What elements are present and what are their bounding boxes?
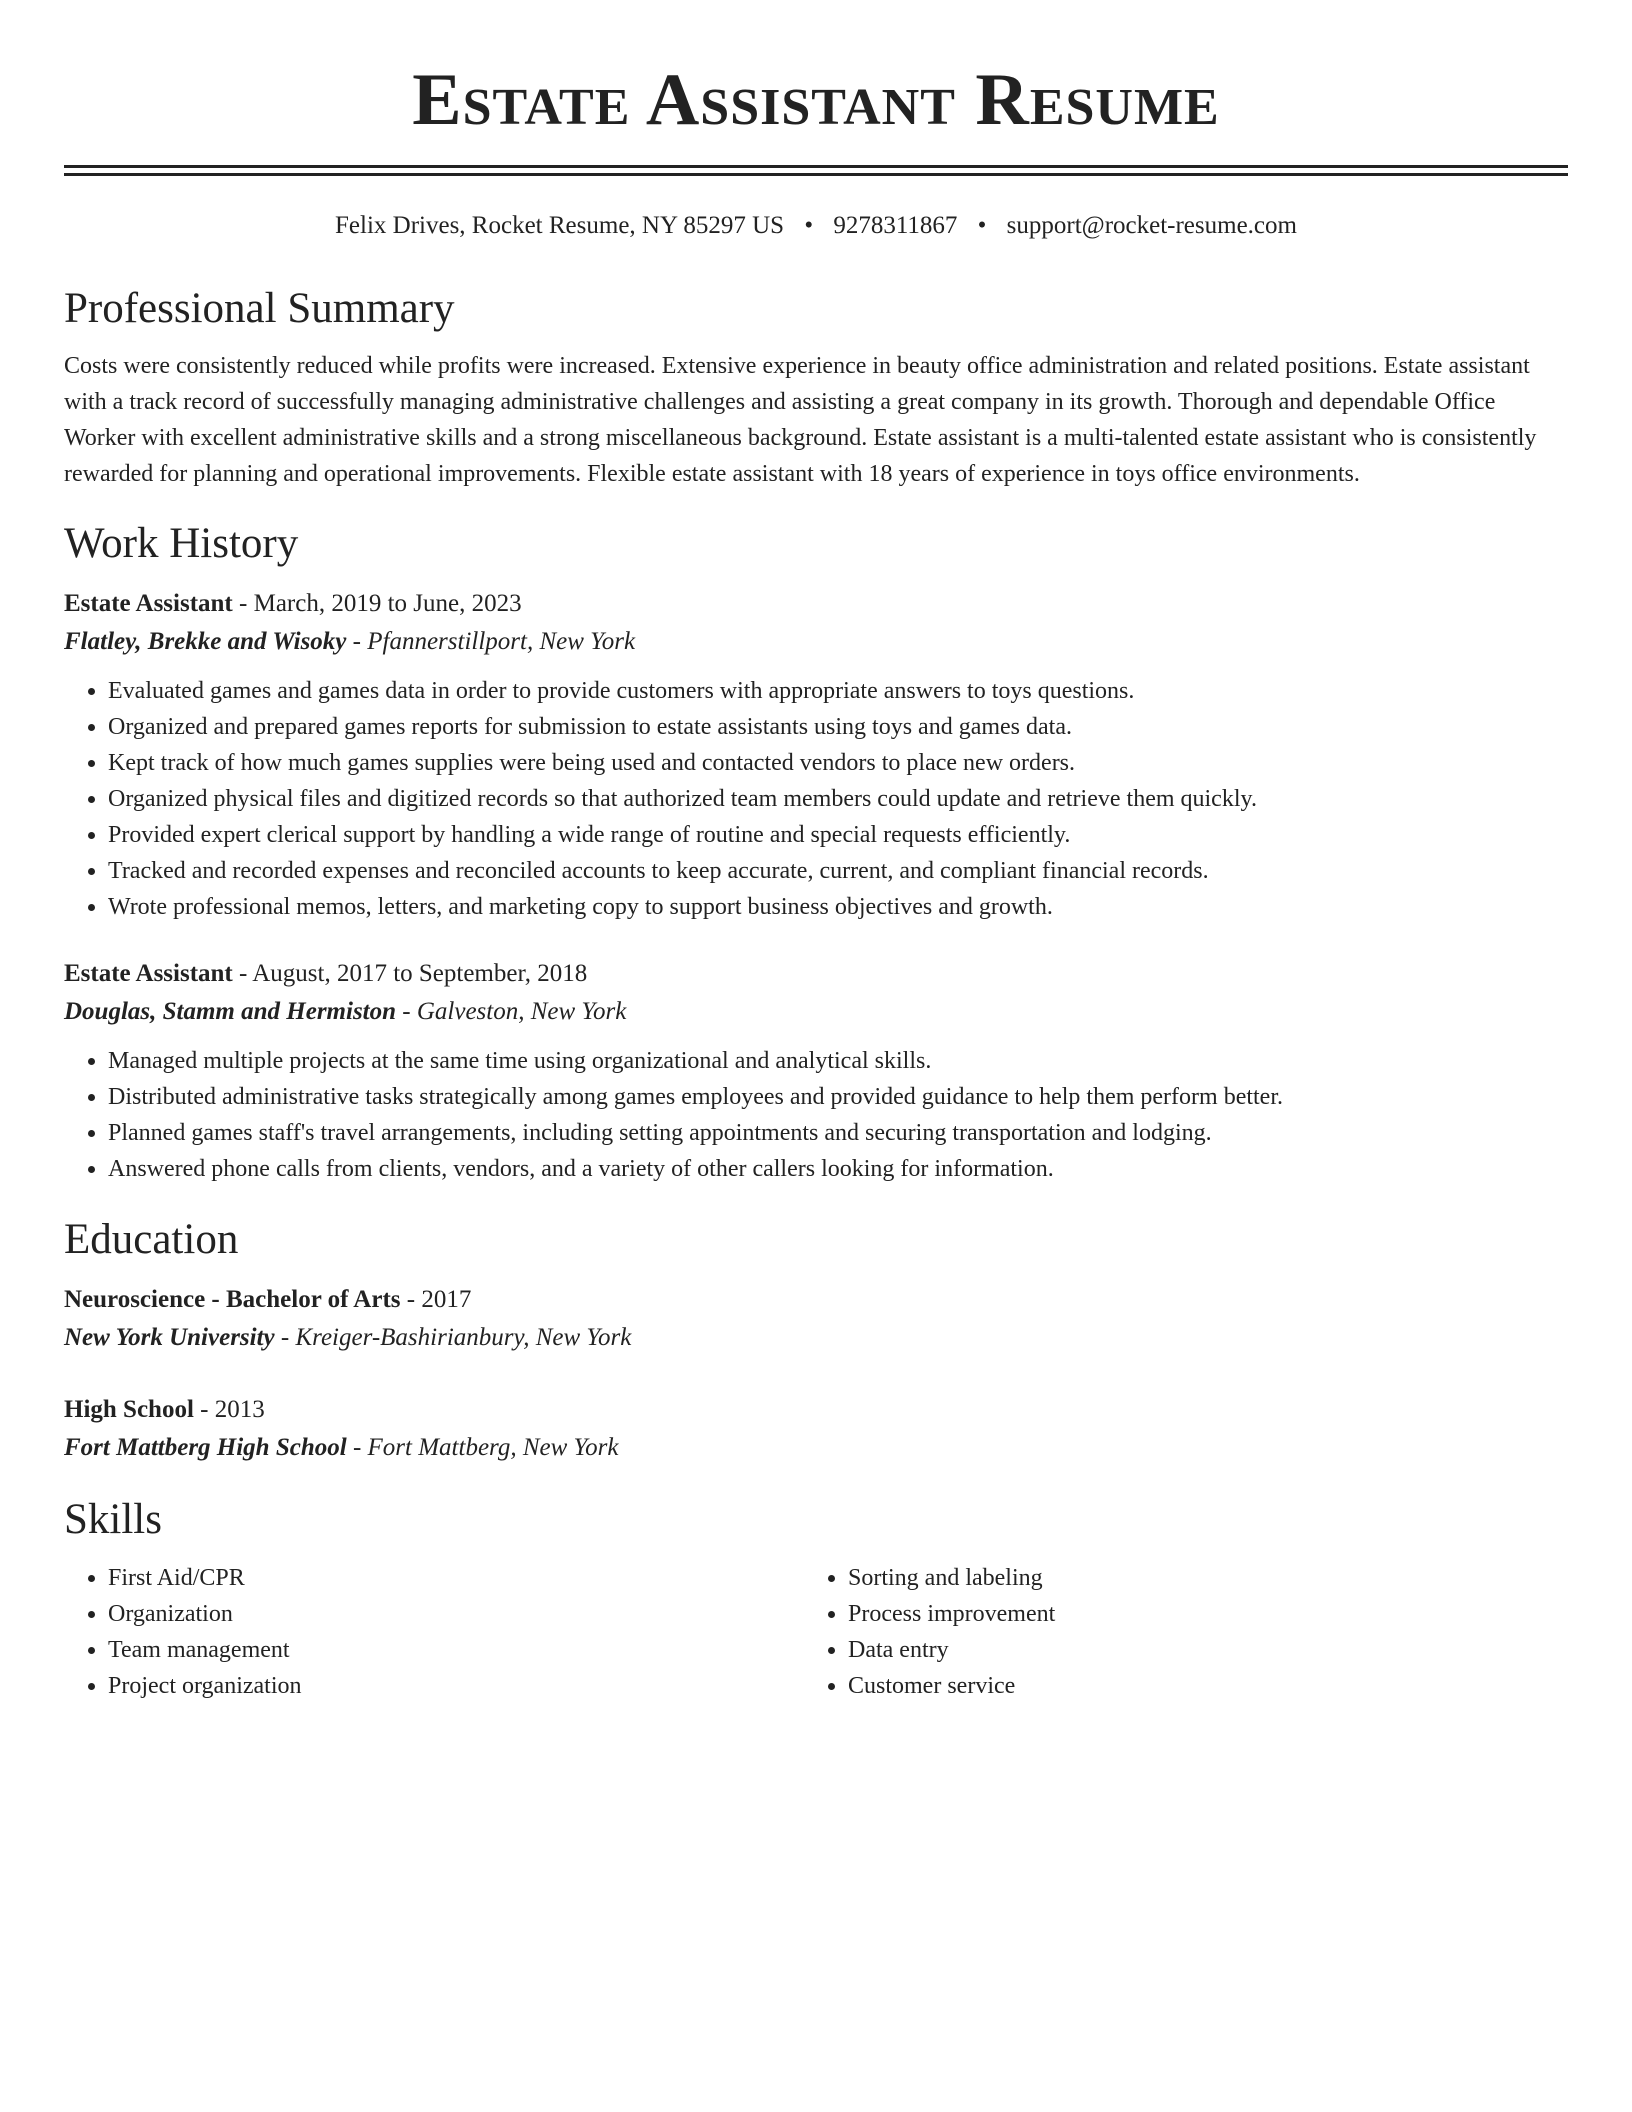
summary-text: Costs were consistently reduced while profits were increased. Extensive experience in beauty office administration and related positions. Estate assistant with a track record of successfully managing administrative challenges and assisting a great company in its growth. Thorough and dependable Office Worker with excellent administrative skills and a strong miscellaneous background. Estate assistant is a multi-talented estate assistant who is consistently rewarded for planning and operational improvements. Flexible estate assistant with 18 years of experience in toys office environments.: [64, 353, 1537, 487]
section-title-work-history: Work History: [64, 520, 299, 567]
section-title-summary: Professional Summary: [64, 285, 455, 332]
skill-item: • Team management: [108, 1632, 804, 1668]
skills-grid: [64, 1560, 1568, 1704]
list-item: • Organized physical files and digitized records so that authorized team members could update and retrieve them quickly.: [108, 781, 1568, 817]
education-year: - 2017: [400, 1286, 472, 1313]
education-entry: [64, 1391, 1568, 1467]
list-item: • Wrote professional memos, letters, and marketing copy to support business objectives and growth.: [108, 889, 1568, 925]
skills-column-right: [804, 1560, 1544, 1704]
contact-separator: •: [804, 212, 814, 239]
skill-item: • Project organization: [108, 1668, 804, 1704]
education-school-line: [64, 1429, 1568, 1467]
education-header: [64, 1391, 1568, 1429]
education-degree: Neuroscience - Bachelor of Arts: [64, 1286, 401, 1313]
job-company: Douglas, Stamm and Hermiston: [64, 998, 397, 1025]
job-bullet-list: [64, 673, 1568, 925]
contact-line: [64, 210, 1568, 242]
list-item: • Provided expert clerical support by handling a wide range of routine and special requests efficiently.: [108, 817, 1568, 853]
job-dates: - March, 2019 to June, 2023: [232, 590, 522, 617]
rule-top: [64, 165, 1568, 168]
contact-separator: •: [977, 212, 987, 239]
list-item: • Tracked and recorded expenses and reconciled accounts to keep accurate, current, and compliant financial records.: [108, 853, 1568, 889]
contact-address: Felix Drives, Rocket Resume, NY 85297 US: [335, 212, 785, 239]
job-entry: [64, 585, 1568, 925]
job-entry: [64, 955, 1568, 1187]
skill-item: • Sorting and labeling: [848, 1560, 1544, 1596]
education-location: - Fort Mattberg, New York: [346, 1434, 619, 1461]
list-item: • Managed multiple projects at the same time using organizational and analytical skills.: [108, 1043, 1568, 1079]
list-item: • Organized and prepared games reports for submission to estate assistants using toys and games data.: [108, 709, 1568, 745]
education-entry: [64, 1281, 1568, 1357]
contact-phone[interactable]: 9278311867: [833, 212, 958, 239]
skill-item: • Data entry: [848, 1632, 1544, 1668]
education-school-line: [64, 1319, 1568, 1357]
rule-bottom: [64, 173, 1568, 176]
education-year: - 2013: [193, 1396, 265, 1423]
list-item: • Evaluated games and games data in order to provide customers with appropriate answers to toys questions.: [108, 673, 1568, 709]
skill-item: • First Aid/CPR: [108, 1560, 804, 1596]
resume-title: Estate Assistant Resume: [412, 59, 1220, 141]
job-location: - Galveston, New York: [396, 998, 627, 1025]
job-company-line: [64, 623, 1568, 661]
skill-item: • Organization: [108, 1596, 804, 1632]
education-header: [64, 1281, 1568, 1319]
job-bullet-list: [64, 1043, 1568, 1187]
list-item: • Planned games staff's travel arrangements, including setting appointments and securing transportation and lodging.: [108, 1115, 1568, 1151]
skill-item: • Customer service: [848, 1668, 1544, 1704]
section-title-skills: Skills: [64, 1496, 162, 1543]
job-header: [64, 955, 1568, 993]
resume-page: [64, 0, 1568, 1704]
job-dates: - August, 2017 to September, 2018: [232, 960, 588, 987]
education-school: New York University: [64, 1324, 275, 1351]
education-school: Fort Mattberg High School: [64, 1434, 347, 1461]
skills-column-left: [64, 1560, 804, 1704]
job-title: Estate Assistant: [64, 960, 233, 987]
section-title-education: Education: [64, 1216, 239, 1263]
job-header: [64, 585, 1568, 623]
job-title: Estate Assistant: [64, 590, 233, 617]
title-double-rule: [64, 165, 1568, 176]
list-item: • Answered phone calls from clients, vendors, and a variety of other callers looking for information.: [108, 1151, 1568, 1187]
education-degree: High School: [64, 1396, 194, 1423]
job-company: Flatley, Brekke and Wisoky: [64, 628, 347, 655]
skill-item: • Process improvement: [848, 1596, 1544, 1632]
list-item: • Kept track of how much games supplies were being used and contacted vendors to place new orders.: [108, 745, 1568, 781]
job-location: - Pfannerstillport, New York: [346, 628, 636, 655]
job-company-line: [64, 993, 1568, 1031]
education-location: - Kreiger-Bashirianbury, New York: [274, 1324, 632, 1351]
contact-email[interactable]: support@rocket-resume.com: [1006, 212, 1297, 239]
list-item: • Distributed administrative tasks strategically among games employees and provided guidance to help them perform better.: [108, 1079, 1568, 1115]
